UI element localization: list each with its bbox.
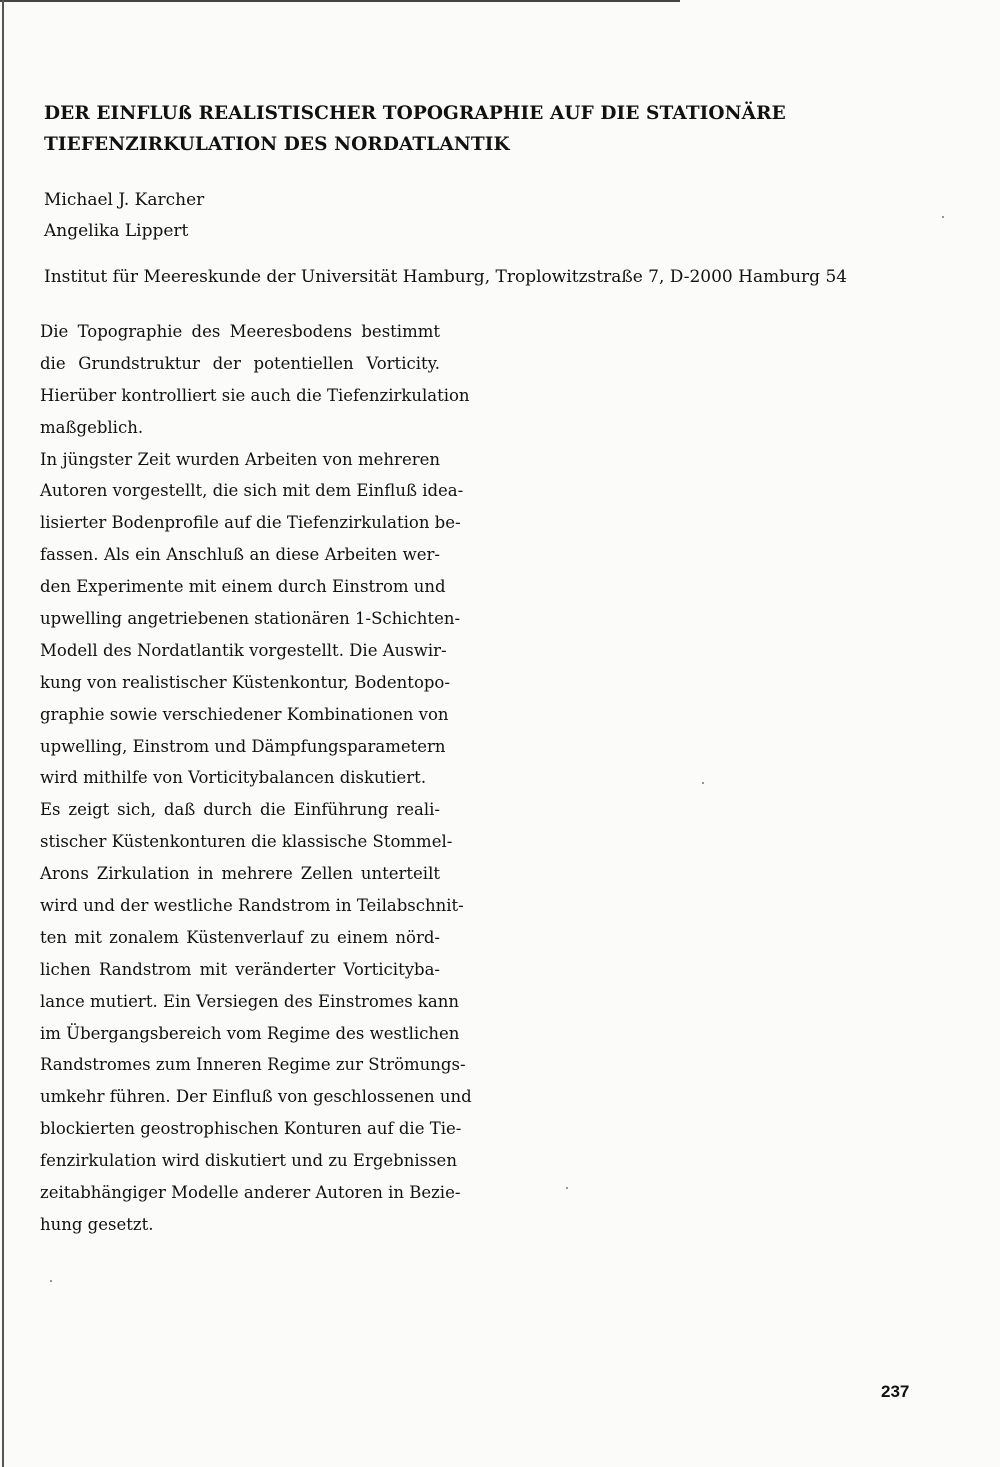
paper-title	[44, 98, 844, 160]
scan-border-left	[2, 0, 4, 1467]
abstract-line: kung von realistischer Küstenkontur, Bodentopo-	[40, 672, 450, 692]
abstract-line: wird mithilfe von Vorticitybalancen diskutiert.	[40, 768, 427, 788]
abstract-line: Autoren vorgestellt, die sich mit dem Einfluß idea-	[40, 481, 464, 501]
abstract-line: Modell des Nordatlantik vorgestellt. Die Auswir-	[40, 640, 447, 660]
abstract-line: In jüngster Zeit wurden Arbeiten von mehreren	[40, 449, 440, 469]
abstract-line: fenzirkulation wird diskutiert und zu Ergebnissen	[40, 1151, 457, 1171]
abstract-line: Randstromes zum Inneren Regime zur Strömungs-	[40, 1055, 466, 1075]
abstract-line: Arons Zirkulation in mehrere Zellen unterteilt	[40, 864, 440, 884]
abstract-line: Hierüber kontrolliert sie auch die Tiefenzirkulation	[40, 385, 470, 405]
abstract-line: stischer Küstenkonturen die klassische Stommel-	[40, 832, 453, 852]
abstract-line: lichen Randstrom mit veränderter Vorticityba-	[40, 959, 440, 979]
abstract-line: blockierten geostrophischen Konturen auf die Tie-	[40, 1119, 462, 1139]
abstract-line: Die Topographie des Meeresbodens bestimmt	[40, 322, 440, 341]
scan-speck	[50, 1280, 52, 1282]
scan-speck	[702, 782, 704, 784]
abstract-line: hung gesetzt.	[40, 1214, 154, 1234]
abstract-line: lisierter Bodenprofile auf die Tiefenzirkulation be-	[40, 513, 461, 533]
affiliation: Institut für Meereskunde der Universität Hamburg, Troplowitzstraße 7, D-2000 Hamburg 54	[44, 267, 848, 287]
abstract-line: upwelling angetriebenen stationären 1-Schichten-	[40, 609, 461, 629]
abstract-line: ten mit zonalem Küstenverlauf zu einem nörd-	[40, 927, 440, 947]
abstract-line: maßgeblich.	[40, 417, 144, 437]
title-line-2: TIEFENZIRKULATION DES NORDATLANTIK	[44, 134, 510, 155]
abstract-line: upwelling, Einstrom und Dämpfungsparametern	[40, 736, 446, 756]
abstract-line: lance mutiert. Ein Versiegen des Einstromes kann	[40, 991, 460, 1011]
author-name: Michael J. Karcher	[44, 190, 205, 210]
abstract-line: zeitabhängiger Modelle anderer Autoren in Bezie-	[40, 1183, 461, 1203]
abstract-line: im Übergangsbereich vom Regime des westlichen	[40, 1023, 460, 1043]
abstract-line: wird und der westliche Randstrom in Teilabschnit-	[40, 896, 464, 916]
abstract-line: fassen. Als ein Anschluß an diese Arbeiten wer-	[40, 545, 440, 565]
abstract-line: graphie sowie verschiedener Kombinationen von	[40, 704, 449, 724]
abstract-line: umkehr führen. Der Einfluß von geschlossenen und	[40, 1087, 472, 1107]
abstract-line: die Grundstruktur der potentiellen Vorticity.	[40, 353, 440, 373]
author-name: Angelika Lippert	[44, 221, 189, 241]
scan-speck	[566, 1187, 568, 1189]
title-line-1: DER EINFLUß REALISTISCHER TOPOGRAPHIE AUF DIE STATIONÄRE	[44, 103, 786, 124]
scan-border-top	[0, 0, 680, 2]
abstract-body	[40, 316, 472, 1241]
author-list	[44, 185, 204, 247]
abstract-line: den Experimente mit einem durch Einstrom und	[40, 577, 446, 597]
abstract-line: Es zeigt sich, daß durch die Einführung reali-	[40, 800, 440, 820]
scan-speck	[942, 216, 944, 218]
page-number: 237	[881, 1382, 910, 1401]
